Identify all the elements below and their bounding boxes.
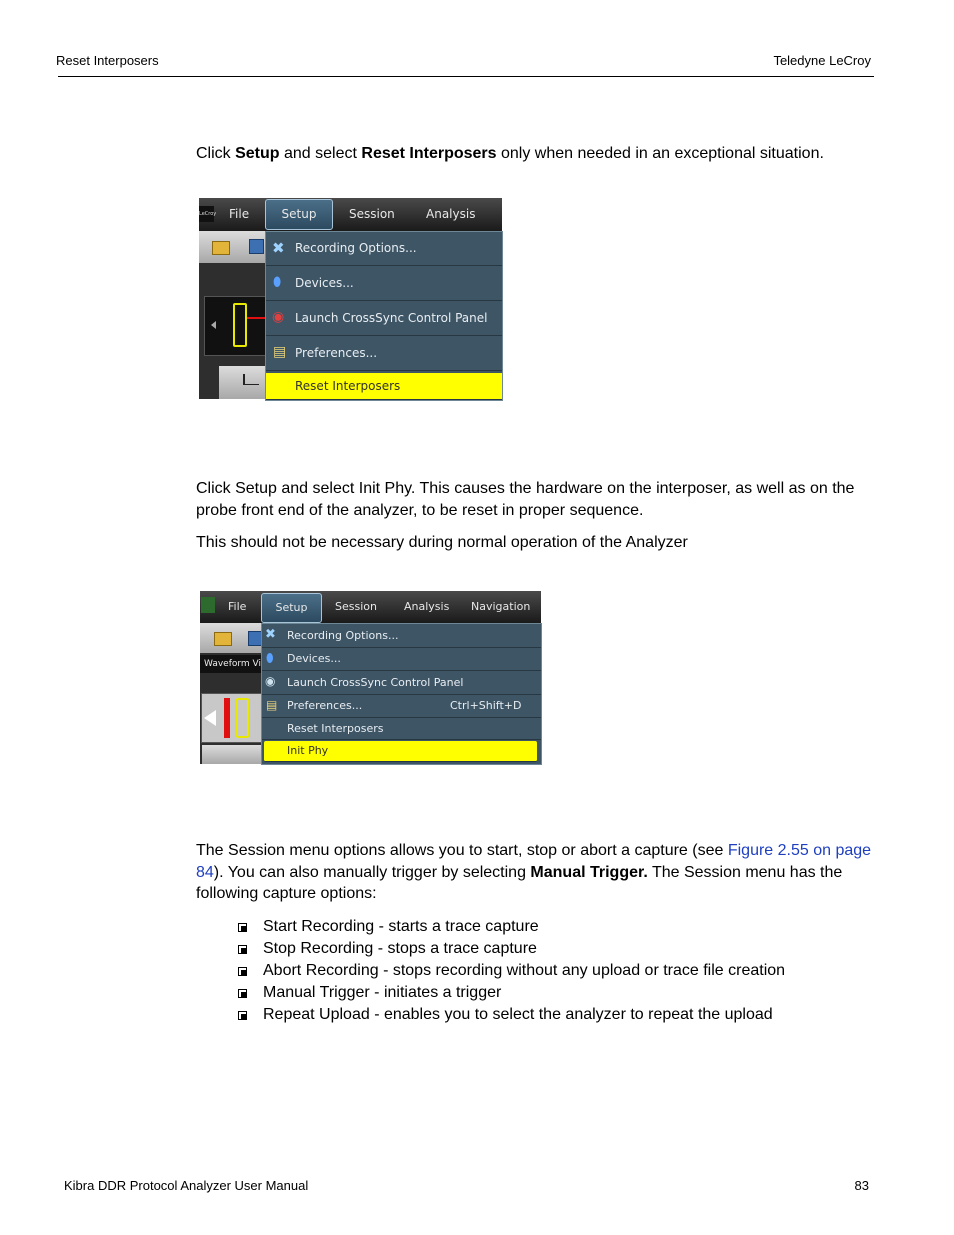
menu-item-recording-options[interactable]: ✖ Recording Options... <box>262 624 541 648</box>
preferences-shortcut: Ctrl+Shift+D <box>450 699 522 712</box>
lower-toolbar <box>202 745 262 764</box>
crosssync-icon: ◉ <box>265 674 276 688</box>
page-footer-left: Kibra DDR Protocol Analyzer User Manual <box>64 1178 309 1193</box>
menu-analysis[interactable]: Analysis <box>426 207 476 221</box>
menu-item-preferences[interactable]: ▤ Preferences... Ctrl+Shift+D <box>262 695 541 718</box>
menu-item-crosssync[interactable]: ◉ Launch CrossSync Control Panel <box>266 301 502 336</box>
signal-trace <box>247 317 265 319</box>
menu-item-reset-interposers[interactable]: Reset Interposers <box>262 718 541 740</box>
capture-options-list <box>236 916 785 1026</box>
lower-toolbar <box>219 366 269 399</box>
menu-setup[interactable]: Setup <box>265 199 333 230</box>
devices-icon: ⬮ <box>273 275 282 290</box>
checkbox-bullet-icon <box>238 1011 247 1020</box>
menu-session[interactable]: Session <box>335 600 377 613</box>
setup-dropdown <box>261 623 542 765</box>
list-item: Start Recording - starts a trace capture <box>236 916 785 938</box>
menu-item-init-phy[interactable]: Init Phy <box>264 741 537 762</box>
checkbox-bullet-icon <box>238 945 247 954</box>
signal-trace-red <box>224 698 230 738</box>
toolbar <box>199 231 265 263</box>
menu-setup[interactable]: Setup <box>261 593 322 623</box>
step-icon[interactable] <box>243 374 259 385</box>
list-item: Stop Recording - stops a trace capture <box>236 938 785 960</box>
menu-session[interactable]: Session <box>349 207 395 221</box>
open-folder-icon[interactable] <box>214 632 232 646</box>
menu-item-crosssync[interactable]: ◉ Launch CrossSync Control Panel <box>262 671 541 695</box>
scroll-left-icon[interactable] <box>211 321 216 329</box>
checkbox-bullet-icon <box>238 967 247 976</box>
menu-item-reset-interposers[interactable]: Reset Interposers <box>266 373 502 400</box>
list-item: Abort Recording - stops recording without any upload or trace file creation <box>236 960 785 982</box>
tools-icon: ✖ <box>272 239 285 257</box>
page-header-left: Reset Interposers <box>56 53 159 68</box>
checkbox-bullet-icon <box>238 923 247 932</box>
menu-item-recording-options[interactable]: ✖ Recording Options... <box>266 232 502 266</box>
figure-link[interactable]: Figure 2.55 on page 84 <box>196 842 872 881</box>
page-number: 83 <box>854 1178 869 1193</box>
page-header-right: Teledyne LeCroy <box>773 53 871 68</box>
paragraph-normal-operation: This should not be necessary during normal operation of the Analyzer <box>196 534 688 551</box>
paragraph-reset-interposers: Click Setup and select Reset Interposers only when needed in an exceptional situation. <box>196 145 824 162</box>
selected-signal-marker <box>233 303 247 347</box>
preferences-icon: ▤ <box>273 344 287 360</box>
menu-file[interactable]: File <box>229 207 250 221</box>
selected-signal-marker <box>236 698 249 738</box>
menu-bar <box>199 198 502 231</box>
setup-menu-screenshot-1 <box>199 198 502 399</box>
menu-item-devices[interactable]: ⬮ Devices... <box>262 648 541 671</box>
crosssync-icon: ◉ <box>272 309 285 325</box>
tools-icon: ✖ <box>265 627 276 642</box>
preferences-icon: ▤ <box>266 698 278 712</box>
toolbar <box>200 623 262 653</box>
menu-navigation[interactable]: Navigation <box>471 600 531 613</box>
devices-icon: ⬮ <box>266 651 274 665</box>
app-logo-icon <box>201 597 215 613</box>
open-folder-icon[interactable] <box>212 241 230 255</box>
setup-menu-screenshot-2 <box>200 591 541 764</box>
menu-analysis[interactable]: Analysis <box>404 600 450 613</box>
menu-bar <box>200 591 541 623</box>
waveform-view-tab[interactable]: Waveform Vi <box>200 655 266 673</box>
checkbox-bullet-icon <box>238 989 247 998</box>
menu-file[interactable]: File <box>228 600 247 613</box>
paragraph-init-phy: Click Setup and select Init Phy. This causes the hardware on the interposer, as well as on the probe front end of the analyzer, to be reset in proper sequence. <box>196 480 855 519</box>
lecroy-logo: LeCroy <box>199 206 214 222</box>
scroll-left-icon[interactable] <box>204 710 216 726</box>
paragraph-session-menu: The Session menu options allows you to start, stop or abort a capture (see Figure 2.55 on page 84). You can also manually trigger by selecting Manual Trigger. The Session menu has the following capture options: <box>196 842 872 902</box>
waveform-panel <box>201 693 263 743</box>
menu-item-preferences[interactable]: ▤ Preferences... <box>266 336 502 371</box>
header-rule <box>58 76 874 77</box>
setup-dropdown <box>265 231 503 401</box>
list-item: Repeat Upload - enables you to select the analyzer to repeat the upload <box>236 1004 785 1026</box>
list-item: Manual Trigger - initiates a trigger <box>236 982 785 1004</box>
menu-item-devices[interactable]: ⬮ Devices... <box>266 266 502 301</box>
save-disk-icon[interactable] <box>249 239 264 254</box>
waveform-panel <box>204 296 266 356</box>
